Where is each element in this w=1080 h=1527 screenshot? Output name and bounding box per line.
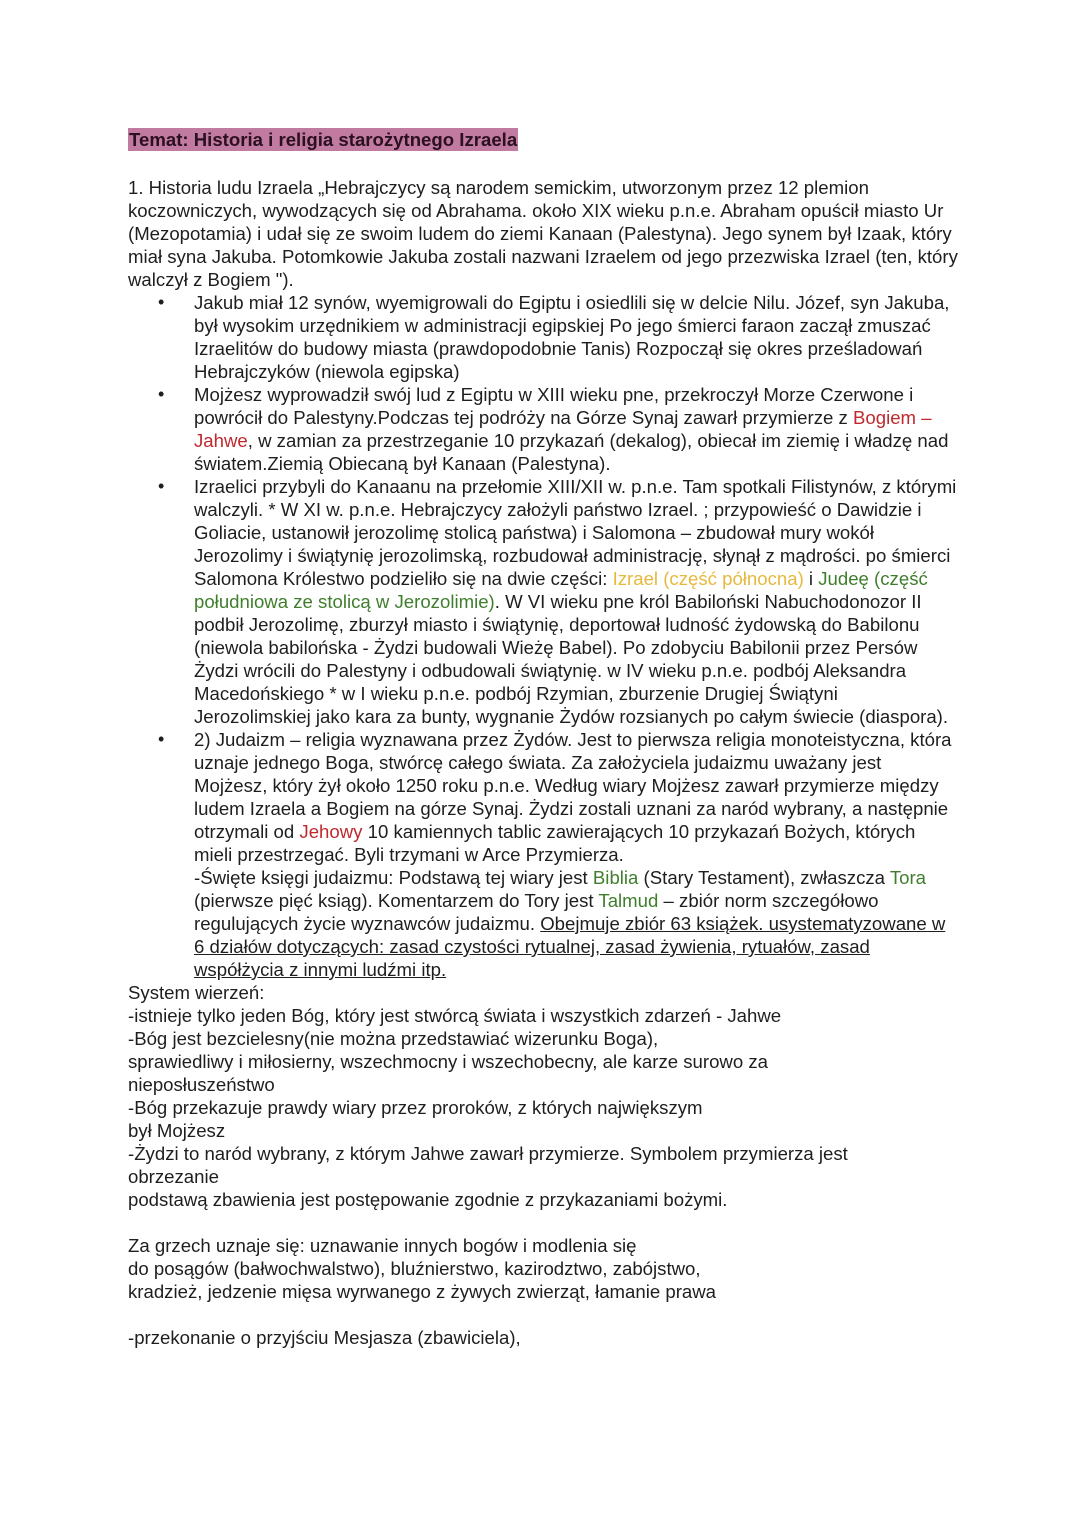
list-item [158, 383, 958, 475]
bullet-icon: • [158, 476, 165, 496]
beliefs-section [128, 981, 958, 1211]
belief-line: sprawiedliwy i miłosierny, wszechmocny i wszechobecny, ale karze surowo za nieposłuszeństwo [128, 1051, 768, 1095]
sin-line: Za grzech uznaje się: uznawanie innych bogów i modlenia się [128, 1235, 637, 1256]
history-bullet-list [128, 291, 958, 981]
beliefs-heading: System wierzeń: [128, 982, 265, 1003]
holy-books-text: (Stary Testament), zwłaszcza [638, 867, 890, 888]
intro-paragraph: 1. Historia ludu Izraela „Hebrajczycy są narodem semickim, utworzonym przez 12 plemion koczowniczych, wywodzących się od Abrahama. około XIX wieku p.n.e. Abraham opuścił miasto Ur (Mezopotamia) i udał się ze swoim ludem do ziemi Kanaan (Palestyna). Jego synem był Izaak, który miał syna Jakuba. Potomkowie Jakuba zostali nazwani Izraelem od jego przezwiska Izrael (ten, który walczył z Bogiem "). [128, 177, 958, 290]
messiah-line: -przekonanie o przyjściu Mesjasza (zbawiciela), [128, 1327, 521, 1348]
bullet-text: 10 kamiennych tablic zawierających 10 przykazań Bożych, których mieli przestrzegać. Byli trzymani w Arce Przymierza. [194, 821, 916, 865]
belief-line: -Bóg przekazuje prawdy wiary przez proroków, z których największym [128, 1097, 703, 1118]
highlight-talmud: Talmud [598, 890, 659, 911]
list-item [158, 291, 958, 383]
belief-line: podstawą zbawienia jest postępowanie zgodnie z przykazaniami bożymi. [128, 1189, 728, 1210]
highlight-god-jahwe: Bogiem – Jahwe [194, 407, 932, 451]
bullet-text: , w zamian za przestrzeganie 10 przykazań (dekalog), obiecał im ziemię i władzę nad światem.Ziemią Obiecaną był Kanaan (Palestyna). [194, 430, 949, 474]
holy-books-text: – zbiór norm szczegółowo regulujących życie wyznawców judaizmu. [194, 890, 879, 934]
highlight-israel-north: Izrael (część północna) [612, 568, 804, 589]
bullet-text: . W VI wieku pne król Babiloński Nabuchodonozor II podbił Jerozolimę, zburzył miasto i świątynię, deportował ludność żydowską do Babilonu (niewola babilońska - Żydzi budowali Wieżę Babel). Po zdobyciu Babilonii przez Persów Żydzi wrócili do Palestyny i odbudowali świątynię. w IV wieku p.n.e. podbój Aleksandra Macedońskiego * w I wieku p.n.e. podbój Rzymian, zburzenie Drugiej Świątyni Jerozolimskiej jako kara za bunty, wygnanie Żydów rozsianych po całym świecie (diaspora). [194, 591, 949, 727]
spacer [128, 1211, 958, 1234]
bullet-text: Jakub miał 12 synów, wyemigrowali do Egiptu i osiedlili się w delcie Nilu. Józef, syn Jakuba, był wysokim urzędnikiem w administracji egipskiej Po jego śmierci faraon zaczął zmuszać Izraelitów do budowy miasta (prawdopodobnie Tanis) Rozpoczął się okres prześladowań Hebrajczyków (niewola egipska) [194, 292, 950, 382]
document-page [128, 128, 958, 1349]
page-title: Temat: Historia i religia starożytnego Izraela [129, 129, 518, 150]
bullet-icon: • [158, 729, 165, 749]
holy-books-text: -Święte księgi judaizmu: Podstawą tej wiary jest [194, 867, 593, 888]
list-item [158, 728, 958, 981]
belief-line: -Bóg jest bezcielesny(nie można przedstawiać wizerunku Boga), [128, 1028, 659, 1049]
underlined-talmud-description: Obejmuje zbiór 63 książek. usystematyzowane w 6 działów dotyczących: zasad czystości rytualnej, zasad żywienia, rytuałów, zasad współżycia z innymi ludźmi itp. [194, 913, 946, 980]
bullet-icon: • [158, 292, 165, 312]
highlight-judea-south: Judeę (część południowa ze stolicą w Jerozolimie) [194, 568, 928, 612]
bullet-text: Izraelici przybyli do Kanaanu na przełomie XIII/XII w. p.n.e. Tam spotkali Filistynów, z którymi walczyli. * W XI w. p.n.e. Hebrajczycy założyli państwo Izrael. ; przypowieść o Dawidzie i Goliacie, ustanowił jerozolimę stolicą państwa) i Salomona – zbudował mury wokół Jerozolimy i świątynię jerozolimską, rozbudował administrację, słynął z mądrości. po śmierci Salomona Królestwo podzieliło się na dwie części: [194, 476, 957, 589]
sin-line: do posągów (bałwochwalstwo), bluźnierstwo, kazirodztwo, zabójstwo, [128, 1258, 701, 1279]
bullet-text: i [803, 568, 819, 589]
highlight-jehowy: Jehowy [299, 821, 363, 842]
sin-line: kradzież, jedzenie mięsa wyrwanego z żywych zwierząt, łamanie prawa [128, 1281, 717, 1302]
spacer [128, 1303, 958, 1326]
bullet-text: Mojżesz wyprowadził swój lud z Egiptu w XIII wieku pne, przekroczył Morze Czerwone i powrócił do Palestyny.Podczas tej podróży na Górze Synaj zawarł przymierze z [194, 384, 914, 428]
sins-section [128, 1234, 958, 1303]
highlight-tora: Tora [889, 867, 927, 888]
belief-line: -Żydzi to naród wybrany, z którym Jahwe zawarł przymierze. Symbolem przymierza jest obrzezanie [128, 1143, 848, 1187]
list-item [158, 475, 958, 728]
bullet-icon: • [158, 384, 165, 404]
holy-books-text: (pierwsze pięć ksiąg). Komentarzem do Tory jest [194, 890, 599, 911]
highlight-biblia: Biblia [592, 867, 639, 888]
belief-line: -istnieje tylko jeden Bóg, który jest stwórcą świata i wszystkich zdarzeń - Jahwe [128, 1005, 782, 1026]
belief-line: był Mojżesz [128, 1120, 226, 1141]
bullet-text: 2) Judaizm – religia wyznawana przez Żydów. Jest to pierwsza religia monoteistyczna, która uznaje jednego Boga, stwórcę całego świata. Za założyciela judaizmu uważany jest Mojżesz, który żył około 1250 roku p.n.e. Według wiary Mojżesz zawarł przymierze między ludem Izraela a Bogiem na górze Synaj. Żydzi zostali uznani za naród wybrany, a następnie otrzymali od [194, 729, 952, 842]
